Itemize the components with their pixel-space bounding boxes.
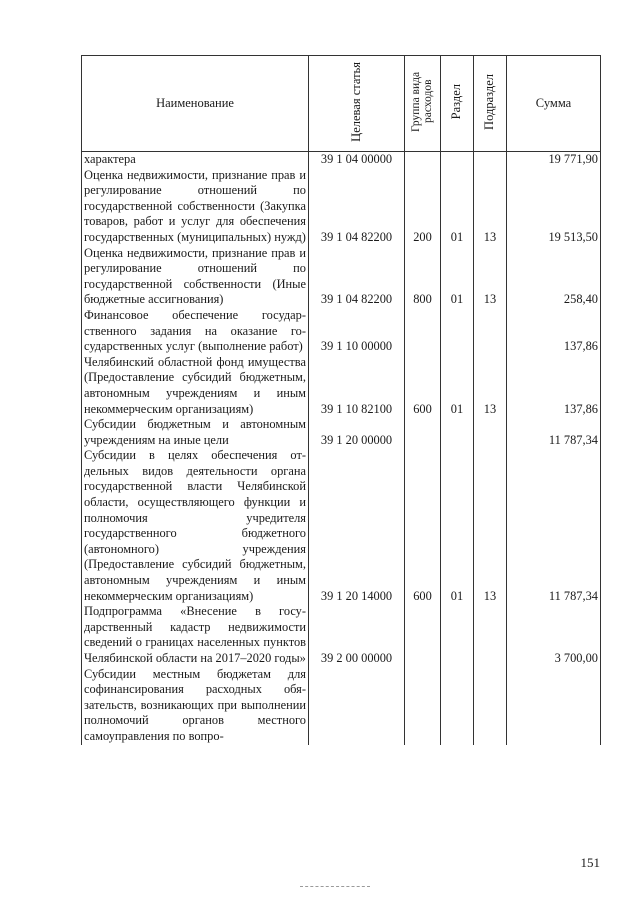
row-sum: 137,86	[507, 308, 601, 355]
table-row	[82, 417, 601, 448]
row-subsection	[474, 667, 507, 745]
table-row	[82, 308, 601, 355]
row-sum: 258,40	[507, 246, 601, 308]
row-group	[405, 667, 441, 745]
row-group	[405, 604, 441, 666]
row-name: Субсидии местным бюджетам для софинансирования расходных обязательств, возникающих при выполнении полномочий органов местного самоуправления по вопро-	[82, 667, 309, 745]
row-target: 39 1 20 00000	[309, 417, 405, 448]
row-section: 01	[441, 355, 474, 417]
row-section: 01	[441, 448, 474, 604]
row-name: Оценка недвижимости, признание прав и регулирование отношений по государственной собственности (Иные бюджетные ассигнования)	[82, 246, 309, 308]
row-subsection	[474, 417, 507, 448]
row-target: 39 1 04 82200	[309, 168, 405, 246]
table-row	[82, 448, 601, 604]
row-section	[441, 308, 474, 355]
row-section	[441, 604, 474, 666]
row-subsection: 13	[474, 448, 507, 604]
row-target	[309, 667, 405, 745]
row-target: 39 1 04 00000	[309, 152, 405, 168]
header-name: Наименование	[82, 56, 309, 152]
row-group: 600	[405, 448, 441, 604]
table-body	[82, 152, 601, 745]
row-subsection	[474, 308, 507, 355]
row-target: 39 1 10 82100	[309, 355, 405, 417]
table-row	[82, 667, 601, 745]
table-header	[82, 56, 601, 152]
row-target: 39 2 00 00000	[309, 604, 405, 666]
row-group	[405, 417, 441, 448]
table-row	[82, 168, 601, 246]
table-row	[82, 355, 601, 417]
row-name: Субсидии в целях обеспечения отдельных видов деятельности органа государственной власти Челябинской области, осуществляющего функции и полномочия учредителя государственного бюджетного (автономного) учреждения (Предоставление субсидий бюджетным, автономным учреждениям и иным некоммерческим организациям)	[82, 448, 309, 604]
row-group	[405, 152, 441, 168]
row-sum: 11 787,34	[507, 417, 601, 448]
row-group: 800	[405, 246, 441, 308]
row-name: Субсидии бюджетным и автономным учреждениям на иные цели	[82, 417, 309, 448]
row-subsection: 13	[474, 168, 507, 246]
row-group	[405, 308, 441, 355]
row-target: 39 1 04 82200	[309, 246, 405, 308]
row-group: 600	[405, 355, 441, 417]
row-section: 01	[441, 246, 474, 308]
row-sum: 11 787,34	[507, 448, 601, 604]
row-sum	[507, 667, 601, 745]
row-name: характера	[82, 152, 309, 168]
row-sum: 19 513,50	[507, 168, 601, 246]
row-group: 200	[405, 168, 441, 246]
row-name: Финансовое обеспечение государственного задания на оказание государственных услуг (выполнение работ)	[82, 308, 309, 355]
row-sum: 137,86	[507, 355, 601, 417]
row-subsection: 13	[474, 355, 507, 417]
header-subsection: Подраздел	[474, 56, 507, 152]
header-target: Целевая статья	[309, 56, 405, 152]
budget-table	[81, 55, 601, 745]
table-row	[82, 152, 601, 168]
row-subsection	[474, 604, 507, 666]
row-section	[441, 417, 474, 448]
header-sum: Сумма	[507, 56, 601, 152]
scan-edge-mark	[300, 886, 370, 888]
header-section: Раздел	[441, 56, 474, 152]
row-section	[441, 667, 474, 745]
table-row	[82, 246, 601, 308]
row-name: Челябинский областной фонд имущества (Предоставление субсидий бюджетным, автономным учреждениям и иным некоммерческим организациям)	[82, 355, 309, 417]
row-section: 01	[441, 168, 474, 246]
row-sum: 3 700,00	[507, 604, 601, 666]
row-target: 39 1 10 00000	[309, 308, 405, 355]
header-group: Группа вида расходов	[405, 56, 441, 152]
row-sum: 19 771,90	[507, 152, 601, 168]
row-section	[441, 152, 474, 168]
row-subsection	[474, 152, 507, 168]
row-name: Подпрограмма «Внесение в государственный кадастр недвижимости сведений о границах населенных пунктов Челябинской области на 2017–2020 годы»	[82, 604, 309, 666]
row-subsection: 13	[474, 246, 507, 308]
page-number: 151	[580, 855, 600, 870]
row-name: Оценка недвижимости, признание прав и регулирование отношений по государственной собственности (Закупка товаров, работ и услуг для обеспечения государственных (муниципальных) нужд)	[82, 168, 309, 246]
row-target: 39 1 20 14000	[309, 448, 405, 604]
table-row	[82, 604, 601, 666]
